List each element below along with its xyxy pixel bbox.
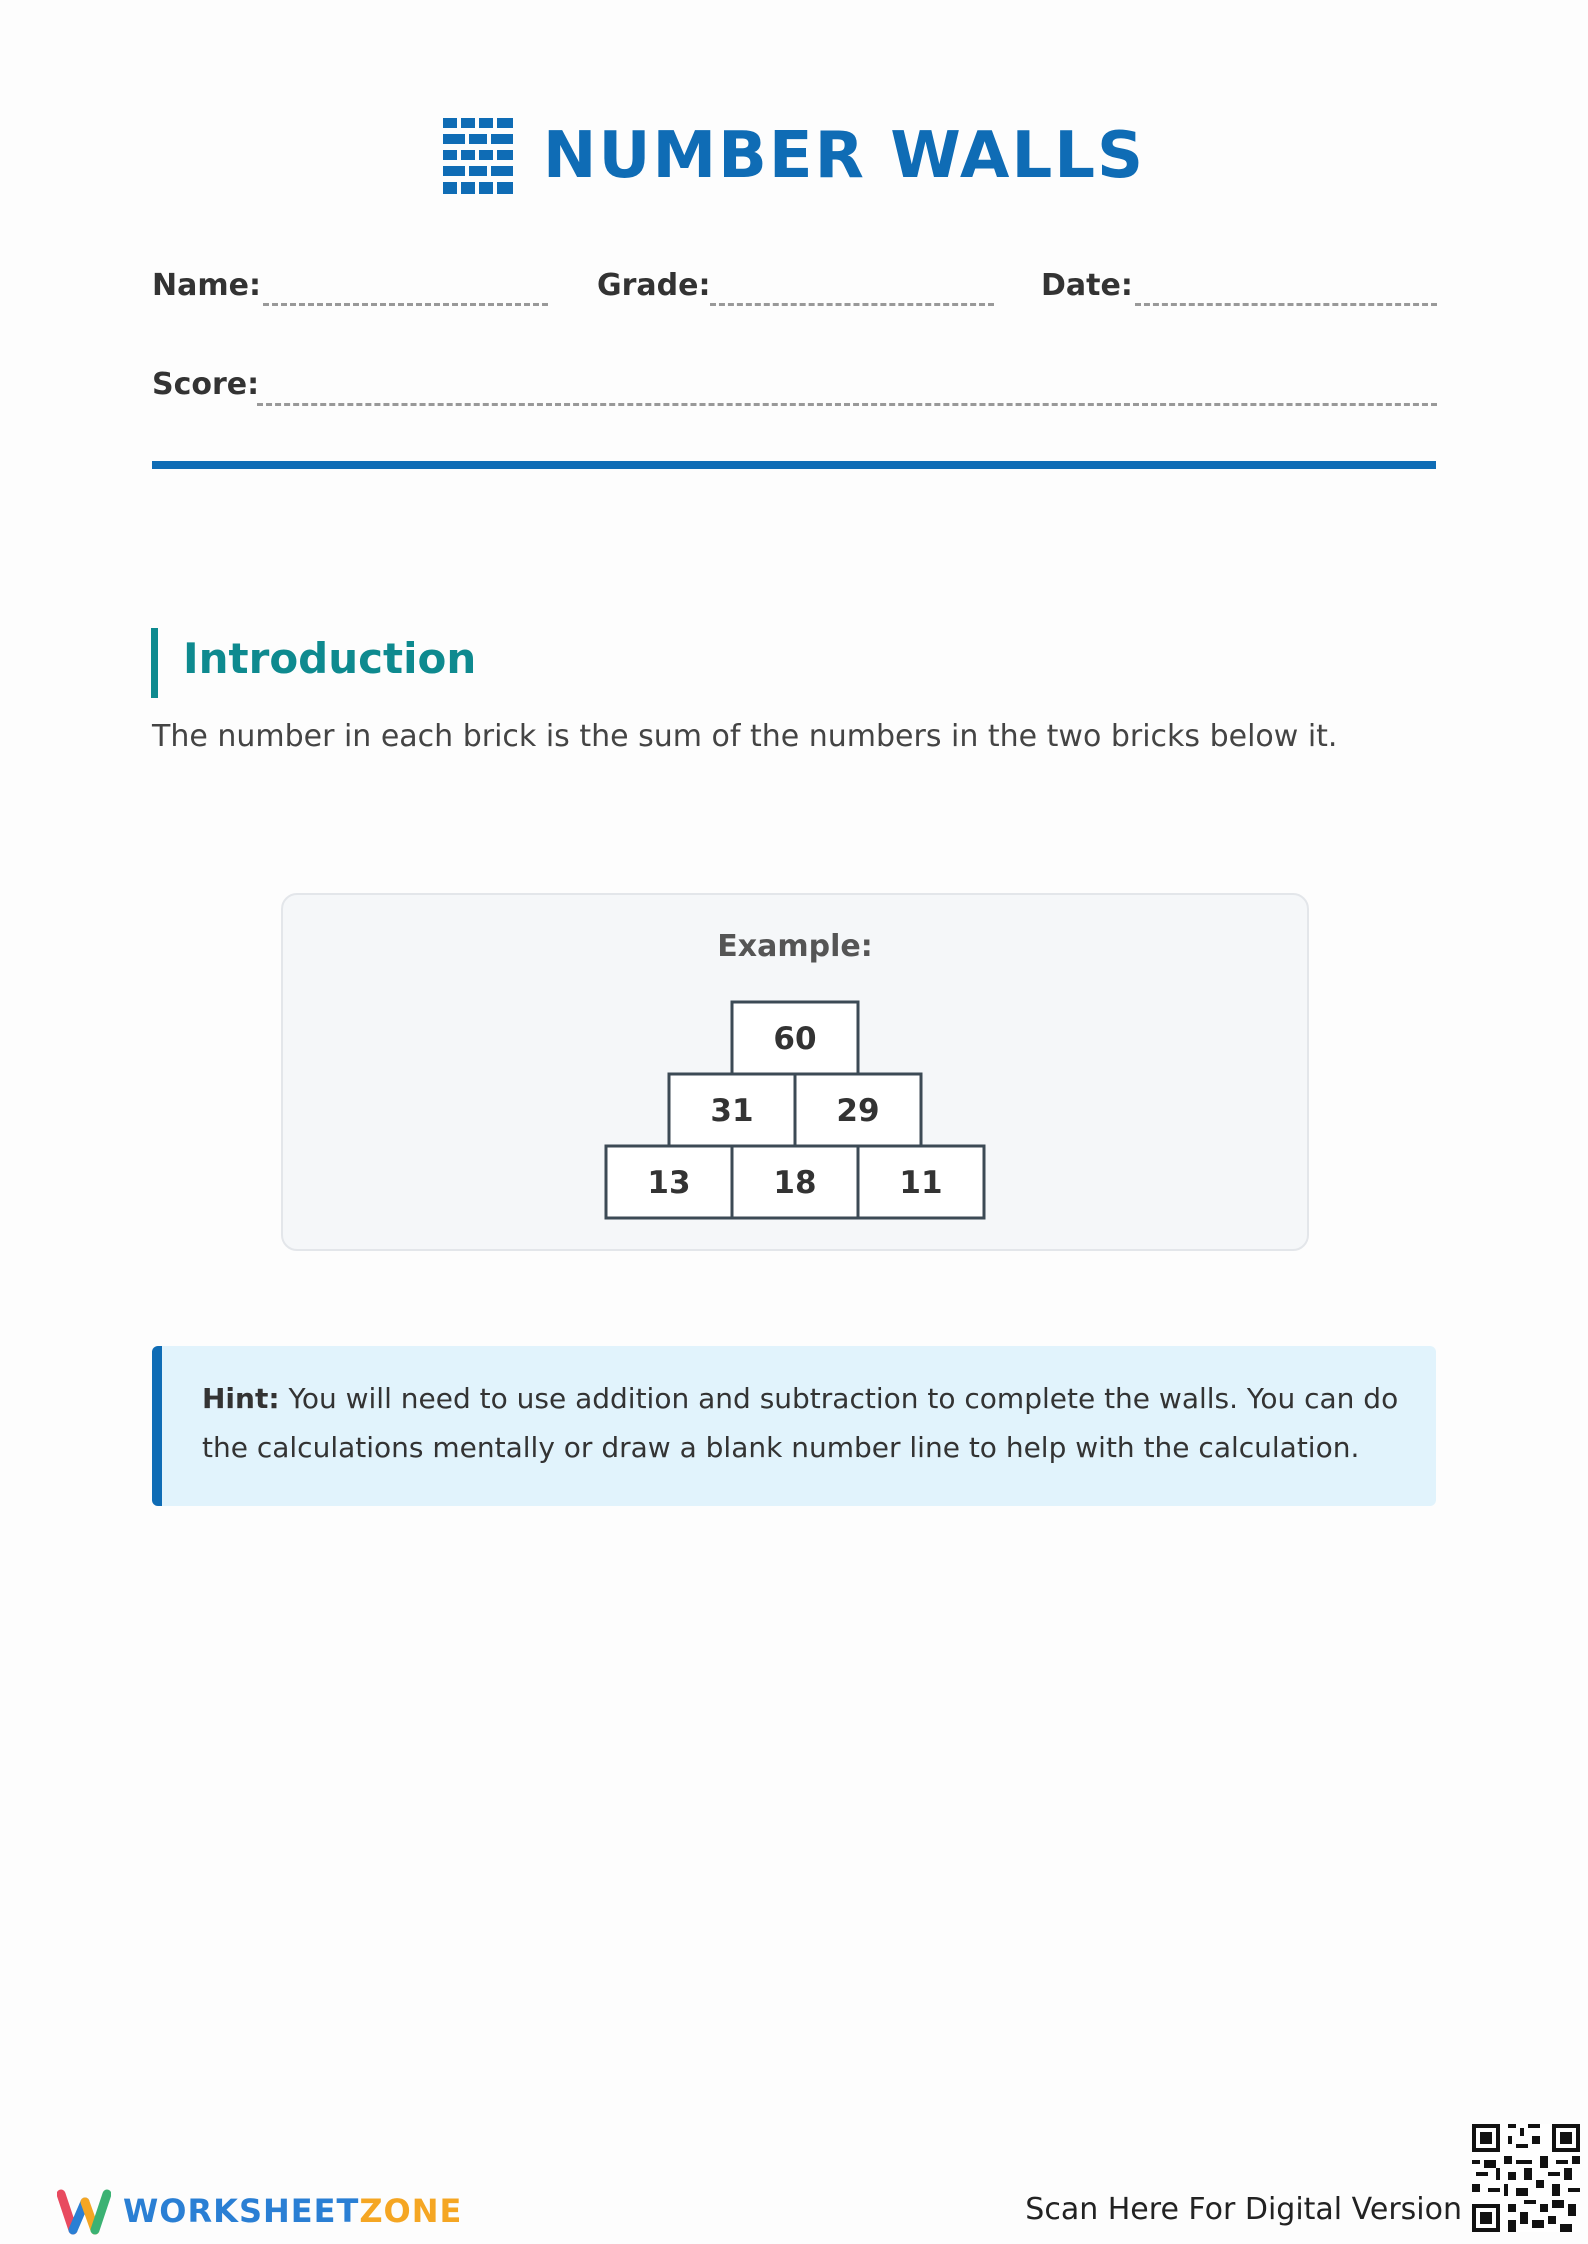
- logo-w-icon: [57, 2184, 111, 2238]
- date-line[interactable]: [1135, 303, 1437, 306]
- brick-wall-icon: [443, 118, 513, 194]
- grade-line[interactable]: [710, 303, 994, 306]
- name-label: Name:: [152, 268, 261, 303]
- hint-body: You will need to use addition and subtraction to complete the walls. You can do the calculations mentally or draw a blank number line to help with the calculation.: [202, 1382, 1399, 1464]
- hint-label: Hint:: [202, 1382, 280, 1415]
- grade-label: Grade:: [597, 268, 711, 303]
- name-line[interactable]: [263, 303, 548, 306]
- date-label: Date:: [1041, 268, 1133, 303]
- score-line[interactable]: [257, 403, 1437, 406]
- hint-box: [152, 1346, 1436, 1506]
- wall-brick-value: 18: [773, 1165, 817, 1201]
- intro-text: The number in each brick is the sum of the numbers in the two bricks below it.: [152, 719, 1338, 754]
- header: [0, 118, 1588, 194]
- number-wall: [283, 895, 1307, 1249]
- scan-text: Scan Here For Digital Version: [1025, 2192, 1462, 2227]
- wall-brick-value: 60: [773, 1021, 817, 1057]
- brand-text-part1: WORKSHEET: [123, 2192, 360, 2230]
- qr-code-icon[interactable]: [1472, 2124, 1580, 2232]
- wall-brick-value: 31: [710, 1093, 754, 1129]
- intro-accent-bar: [151, 628, 158, 698]
- wall-brick-value: 13: [647, 1165, 691, 1201]
- header-divider: [152, 461, 1436, 469]
- intro-heading: Introduction: [183, 634, 477, 683]
- brand-logo: [57, 2184, 462, 2238]
- example-box: [281, 893, 1309, 1251]
- example-label: Example:: [717, 929, 873, 964]
- hint-accent-bar: [152, 1346, 162, 1506]
- hint-text: [202, 1374, 1402, 1472]
- wall-brick-value: 11: [899, 1165, 943, 1201]
- wall-brick-value: 29: [836, 1093, 880, 1129]
- score-label: Score:: [152, 367, 260, 402]
- brand-text-part2: ZONE: [359, 2192, 463, 2230]
- page-title: NUMBER WALLS: [542, 119, 1146, 193]
